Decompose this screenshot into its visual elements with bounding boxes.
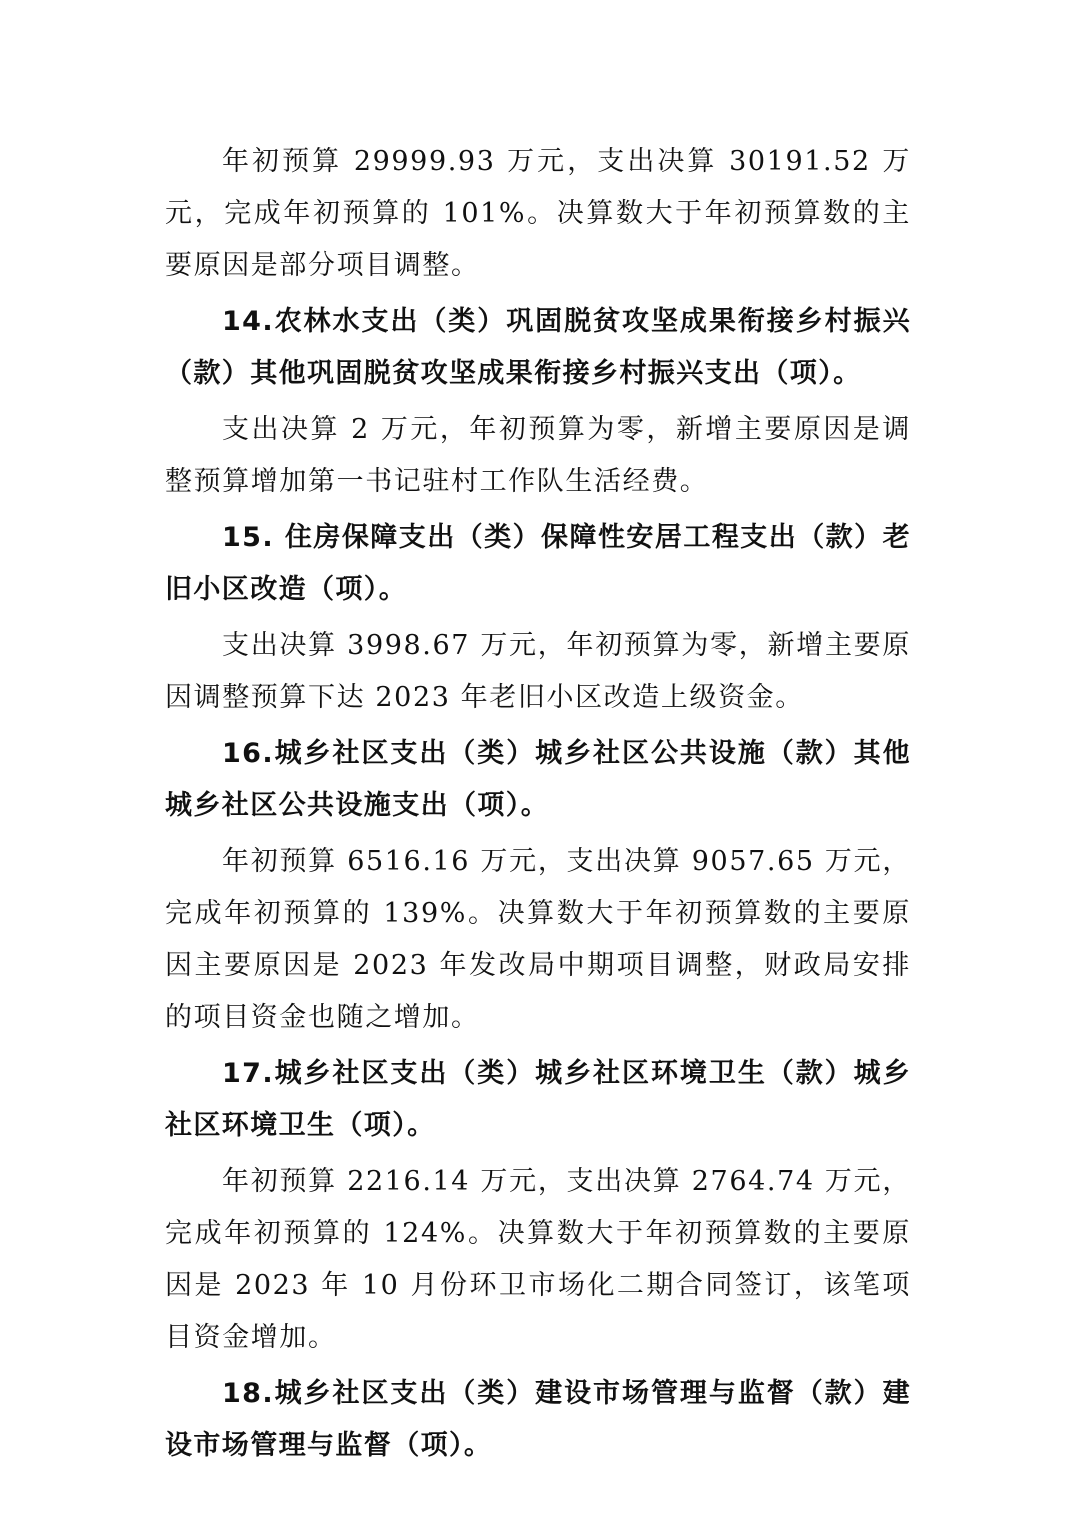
paragraph-item-16-detail: 年初预算 6516.16 万元，支出决算 9057.65 万元，完成年初预算的 139%。决算数大于年初预算数的主要原因主要原因是 2023 年发改局中期项目调整，财政局安排的项目资金也随之增加。 [165,846,911,1033]
heading-item-14: 14.农林水支出（类）巩固脱贫攻坚成果衔接乡村振兴（款）其他巩固脱贫攻坚成果衔接乡村振兴支出（项）。 [165,306,911,389]
heading-item-17: 17.城乡社区支出（类）城乡社区环境卫生（款）城乡社区环境卫生（项）。 [165,1058,911,1141]
paragraph-budget-101: 年初预算 29999.93 万元，支出决算 30191.52 万元，完成年初预算的 101%。决算数大于年初预算数的主要原因是部分项目调整。 [165,146,911,281]
document-body [165,136,911,1476]
heading-item-18: 18.城乡社区支出（类）建设市场管理与监督（款）建设市场管理与监督（项）。 [165,1378,911,1461]
paragraph-item-15-detail: 支出决算 3998.67 万元，年初预算为零，新增主要原因调整预算下达 2023 年老旧小区改造上级资金。 [165,630,911,713]
heading-item-15: 15. 住房保障支出（类）保障性安居工程支出（款）老旧小区改造（项）。 [165,522,911,605]
paragraph-item-14-detail: 支出决算 2 万元，年初预算为零，新增主要原因是调整预算增加第一书记驻村工作队生活经费。 [165,414,911,497]
paragraph-item-17-detail: 年初预算 2216.14 万元，支出决算 2764.74 万元，完成年初预算的 124%。决算数大于年初预算数的主要原因是 2023 年 10 月份环卫市场化二期合同签订，该笔项目资金增加。 [165,1166,911,1353]
heading-item-16: 16.城乡社区支出（类）城乡社区公共设施（款）其他城乡社区公共设施支出（项）。 [165,738,911,821]
